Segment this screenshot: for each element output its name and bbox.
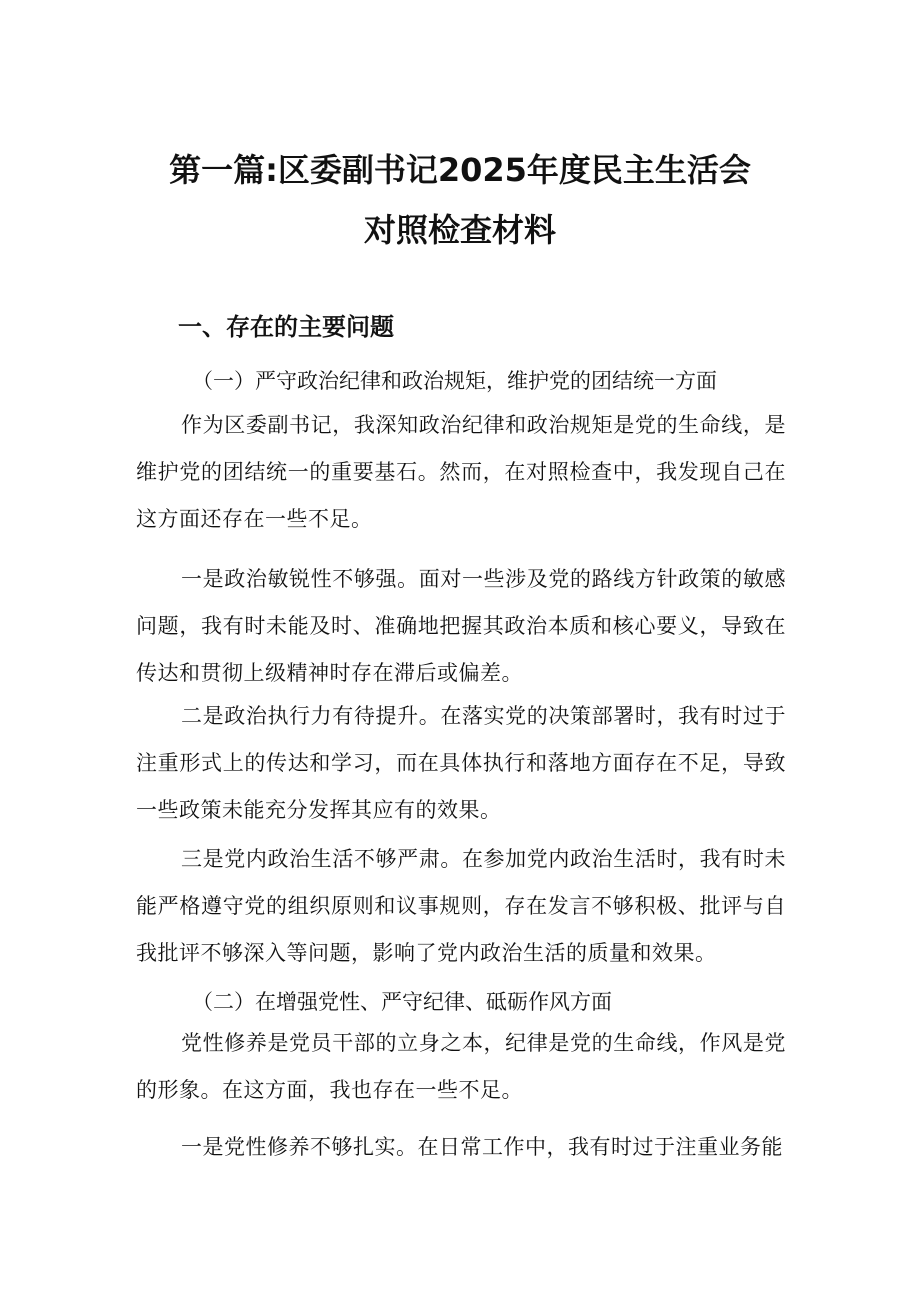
- paragraph: 二是政治执行力有待提升。在落实党的决策部署时，我有时过于注重形式上的传达和学习，而在具体执行和落地方面存在不足，导致一些政策未能充分发挥其应有的效果。: [136, 704, 786, 822]
- paragraph: 一是党性修养不够扎实。在日常工作中，我有时过于注重业务能: [181, 1135, 783, 1159]
- paragraph: 作为区委副书记，我深知政治纪律和政治规矩是党的生命线，是维护党的团结统一的重要基石。然而，在对照检查中，我发现自己在这方面还存在一些不足。: [136, 413, 786, 531]
- paragraph: 三是党内政治生活不够严肃。在参加党内政治生活时，我有时未能严格遵守党的组织原则和议事规则，存在发言不够积极、批评与自我批评不够深入等问题，影响了党内政治生活的质量和效果。: [136, 847, 786, 965]
- subsection-heading-1: （一）严守政治纪律和政治规矩，维护党的团结统一方面: [192, 369, 717, 393]
- document-title-line-1: 第一篇:区委副书记2025年度民主生活会: [169, 151, 751, 189]
- paragraph: 党性修养是党员干部的立身之本，纪律是党的生命线，作风是党的形象。在这方面，我也存在一些不足。: [136, 1031, 786, 1102]
- subsection-heading-2: （二）在增强党性、严守纪律、砥砺作风方面: [192, 990, 612, 1014]
- section-heading: 一、存在的主要问题: [178, 313, 394, 341]
- paragraph: 一是政治敏锐性不够强。面对一些涉及党的路线方针政策的敏感问题，我有时未能及时、准确地把握其政治本质和核心要义，导致在传达和贯彻上级精神时存在滞后或偏差。: [136, 567, 786, 685]
- document-title-line-2: 对照检查材料: [363, 211, 556, 249]
